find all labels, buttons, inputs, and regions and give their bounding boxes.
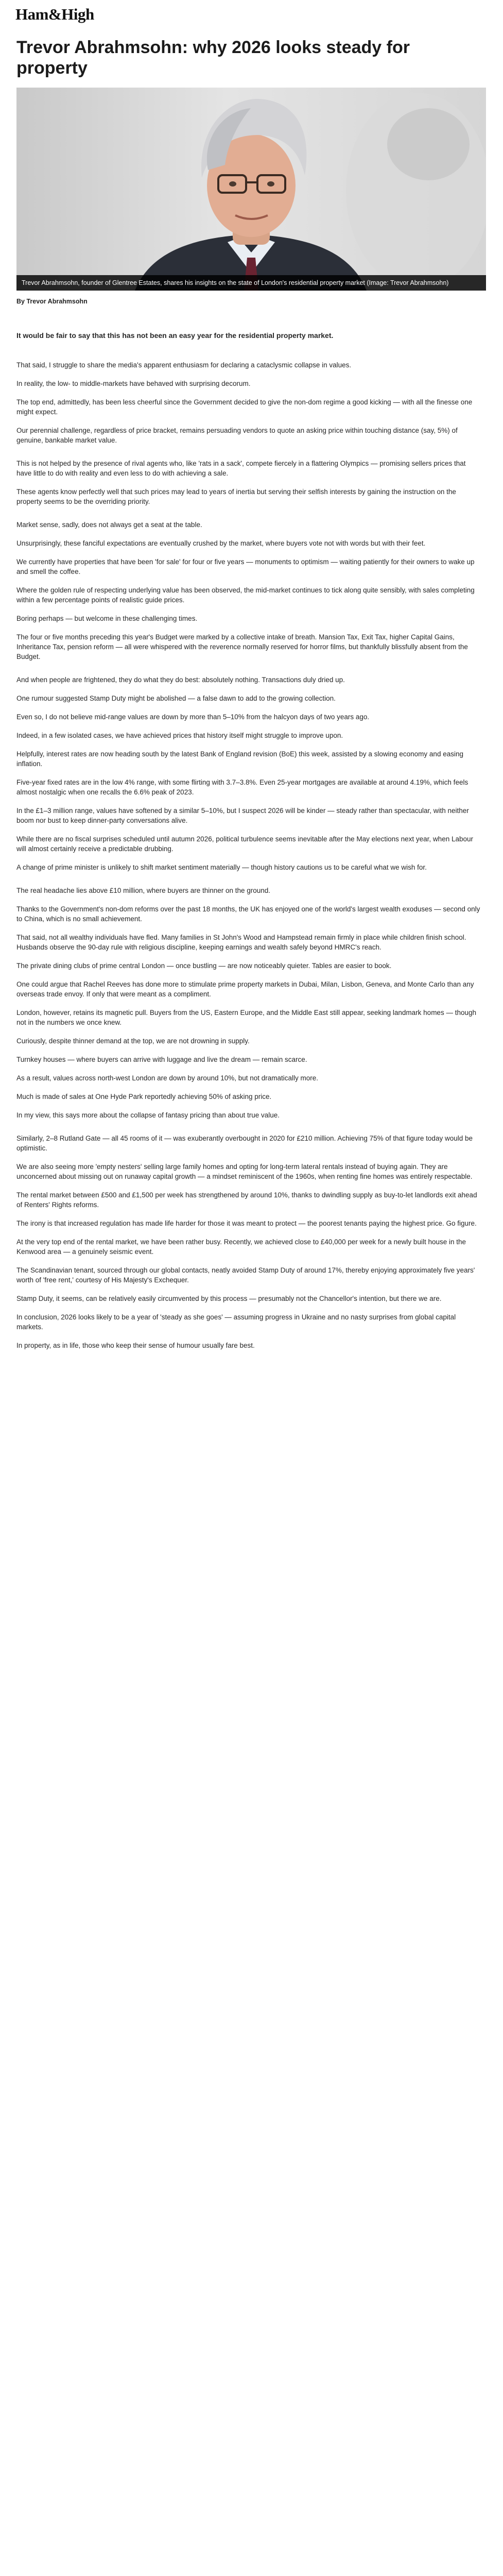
paragraph: These agents know perfectly well that such prices may lead to years of inertia but serving their selfish interests by gaining the instruction on the property seems to be the overriding priority. [16,488,456,505]
byline: By Trevor Abrahmsohn [16,298,88,305]
photo-caption: Trevor Abrahmsohn, founder of Glentree Estates, shares his insights on the state of London's residential property market (Image: Trevor Abrahmsohn) [16,275,486,291]
article-headline: Trevor Abrahmsohn: why 2026 looks steady for property [16,38,410,78]
paragraph: As a result, values across north-west London are down by around 10%, but not dramatically more. [16,1074,319,1082]
article-body [16,331,482,1350]
paragraph: That said, I struggle to share the media's apparent enthusiasm for declaring a cataclysmic collapse in values. [16,361,352,369]
paragraph: The private dining clubs of prime central London — once bustling — are now noticeably quieter. Tables are easier to book. [16,962,392,970]
paragraph: The irony is that increased regulation has made life harder for those it was meant to protect — the poorest tenants paying the highest price. Go figure. [16,1219,477,1227]
paragraph: Helpfully, interest rates are now heading south by the latest Bank of England revision (BoE) this week, assisted by a slowing economy and easing inflation. [16,750,463,768]
paragraph: The real headache lies above £10 million, where buyers are thinner on the ground. [16,887,271,894]
paragraph: London, however, retains its magnetic pull. Buyers from the US, Eastern Europe, and the Middle East still appear, seeking landmark homes — though not in the numbers we once knew. [16,1009,476,1026]
paragraph: Curiously, despite thinner demand at the top, we are not drowning in supply. [16,1037,250,1045]
paragraph: Much is made of sales at One Hyde Park reportedly achieving 50% of asking price. [16,1093,272,1100]
paragraph: Unsurprisingly, these fanciful expectations are eventually crushed by the market, where buyers vote not with words but with their feet. [16,539,426,547]
paragraph: Similarly, 2–8 Rutland Gate — all 45 rooms of it — was exuberantly overbought in 2020 for £210 million. Achieving 75% of that figure today would be optimistic. [16,1134,473,1152]
site-logo[interactable]: Ham&High [15,5,94,23]
paragraph: Our perennial challenge, regardless of price bracket, remains persuading vendors to quote an asking price within touching distance (say, 5%) of genuine, bankable market value. [16,427,458,444]
paragraph: A change of prime minister is unlikely to shift market sentiment materially — though history cautions us to be careful what we wish for. [16,863,427,871]
hero-photo [16,88,486,291]
paragraph: Five-year fixed rates are in the low 4% range, with some flirting with 3.7–3.8%. Even 25-year mortgages are available at around 4.19%, which feels almost nostalgic when one recalls the 6.6% peak of 2023. [16,778,469,796]
paragraph: The rental market between £500 and £1,500 per week has strengthened by around 10%, thanks to dwindling supply as buy-to-let landlords exit ahead of Renters' Rights reforms. [16,1191,477,1209]
paragraph: Stamp Duty, it seems, can be relatively easily circumvented by this process — presumably not the Chancellor's intention, but there we are. [16,1295,442,1302]
paragraph: One could argue that Rachel Reeves has done more to stimulate prime property markets in Dubai, Milan, Lisbon, Geneva, and Monte Carlo than any overseas trade envoy. If only that were meant as a compliment. [16,980,474,998]
paragraph: Where the golden rule of respecting underlying value has been observed, the mid-market continues to tick along quite sensibly, with sales completing within a few percentage points of realistic guide prices. [16,586,475,604]
paragraph: In reality, the low- to middle-markets have behaved with surprising decorum. [16,380,251,387]
paragraph: Indeed, in a few isolated cases, we have achieved prices that history itself might struggle to improve upon. [16,732,343,739]
paragraph: Even so, I do not believe mid-range values are down by more than 5–10% from the halcyon days of two years ago. [16,713,370,721]
paragraph: The top end, admittedly, has been less cheerful since the Government decided to give the non-dom regime a good kicking — with all the finesse one might expect. [16,398,473,416]
article-container [0,37,503,1350]
paragraph: The Scandinavian tenant, sourced through our global contacts, neatly avoided Stamp Duty of around 17%, thereby enjoying approximately five years' worth of 'free rent,' courtesy of His Majesty's Exchequer. [16,1266,475,1284]
paragraph: We currently have properties that have been 'for sale' for four or five years — monuments to optimism — waiting patiently for their owners to wake up and smell the coffee. [16,558,475,575]
paragraph: This is not helped by the presence of rival agents who, like 'rats in a sack', compete fiercely in a flattering Olympics — promising sellers prices that have little to do with reality and even less to do with achieving a sale. [16,460,466,477]
portrait-illustration [16,88,486,291]
paragraph: Boring perhaps — but welcome in these challenging times. [16,615,198,622]
paragraph: And when people are frightened, they do what they do best: absolutely nothing. Transactions duly dried up. [16,676,345,684]
paragraph: In the £1–3 million range, values have softened by a similar 5–10%, but I suspect 2026 will be kinder — steady rather than spectacular, with neither boom nor bust to keep dinner-party conversations alive. [16,807,469,824]
paragraph: Turnkey houses — where buyers can arrive with luggage and live the dream — remain scarce. [16,1056,307,1063]
paragraph: We are also seeing more 'empty nesters' selling large family homes and opting for long-term lateral rentals instead of buying again. They are unconcerned about missing out on runaway capital growth — a mindset reminiscent of the 1960s, when renting fine homes was entirely respectable. [16,1163,473,1180]
article-lead: It would be fair to say that this has not been an easy year for the residential property market. [16,331,334,340]
paragraph: Market sense, sadly, does not always get a seat at the table. [16,521,202,529]
paragraph: In conclusion, 2026 looks likely to be a year of 'steady as she goes' — assuming progress in Ukraine and no nasty surprises from global capital markets. [16,1313,456,1331]
paragraph: At the very top end of the rental market, we have been rather busy. Recently, we achieved close to £40,000 per week for a newly built house in the Kenwood area — a genuinely seismic event. [16,1238,466,1256]
paragraph: That said, not all wealthy individuals have fled. Many families in St John's Wood and Hampstead remain firmly in place while children finish school. Husbands observe the 90-day rule with religious discipline, keeping earnings and wealth safely beyond HMRC's reach. [16,934,466,951]
paragraph: In property, as in life, those who keep their sense of humour usually fare best. [16,1342,255,1349]
paragraph: One rumour suggested Stamp Duty might be abolished — a false dawn to add to the growing collection. [16,694,336,702]
masthead [0,0,503,32]
paragraph: While there are no fiscal surprises scheduled until autumn 2026, political turbulence seems inevitable after the May elections next year, when Labour will almost certainly receive a predictable drubbing. [16,835,473,853]
paragraph: The four or five months preceding this year's Budget were marked by a collective intake of breath. Mansion Tax, Exit Tax, higher Capital Gains, Inheritance Tax, pension reform — all were whispered with the reverence normally reserved for horror films, but thankfully blissfully absent from the Budget. [16,633,468,660]
paragraph: Thanks to the Government's non-dom reforms over the past 18 months, the UK has enjoyed one of the world's largest wealth exoduses — second only to China, which is no small achievement. [16,905,480,923]
paragraph: In my view, this says more about the collapse of fantasy pricing than about true value. [16,1111,280,1119]
